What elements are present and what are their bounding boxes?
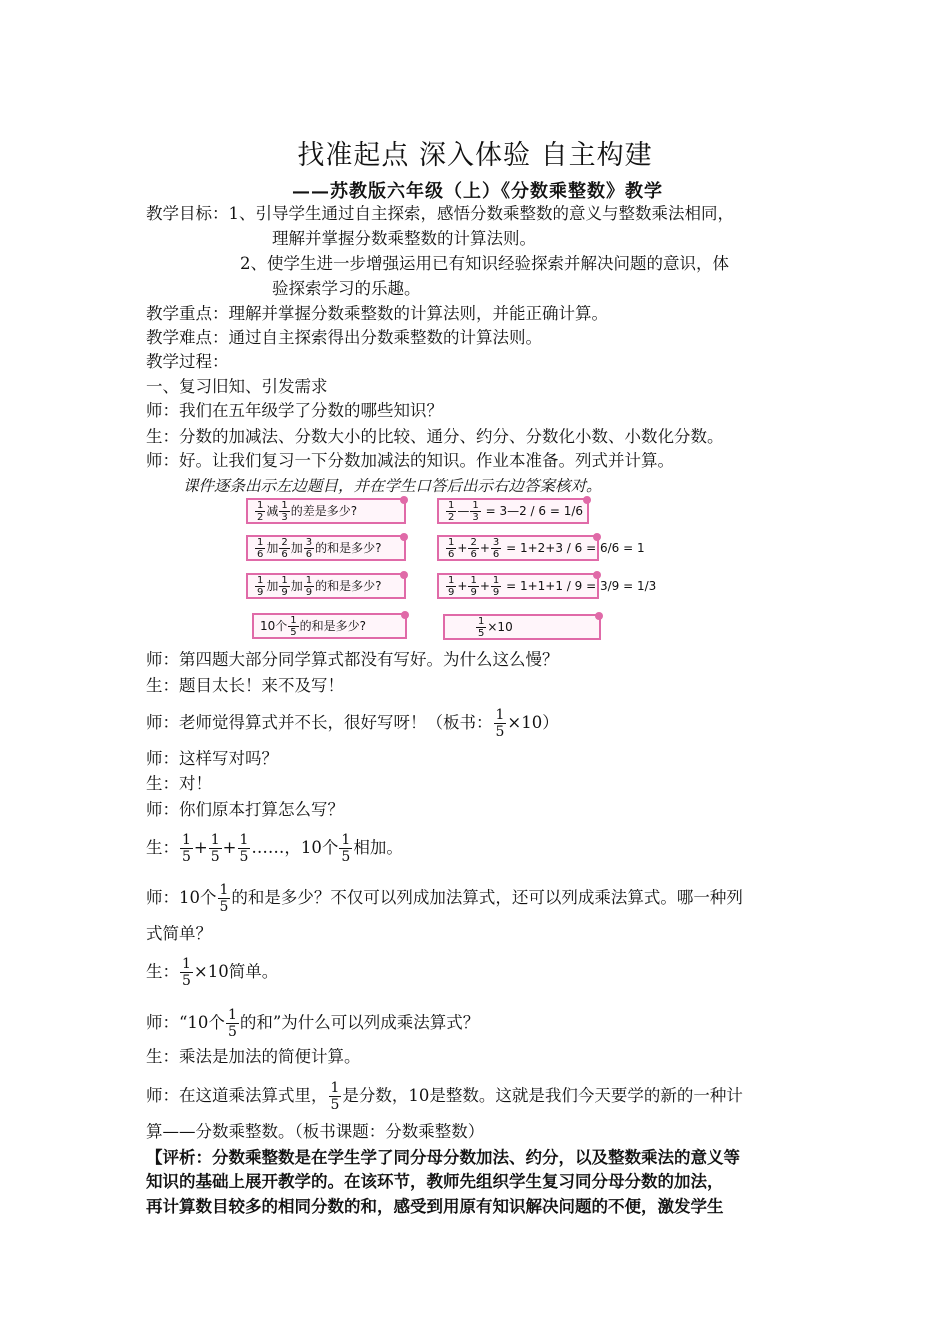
dialogue-line: 生：题目太长！来不及写！ [146,676,344,695]
objectives-line-2: 理解并掌握分数乘整数的计算法则。 [272,229,536,248]
question-card-4: 10个 $\frac{1}{5}$ 的和是多少? [252,613,407,639]
fraction: $\frac{2}{6}$ [470,536,477,560]
dialogue-line: 师：第四题大部分同学算式都没有写好。为什么这么慢？ [146,650,559,669]
fraction: $\frac{1}{2}$ [448,499,455,523]
objectives-line-1: 教学目标：1、引导学生通过自主探索，感悟分数乘整数的意义与整数乘法相同， [146,204,734,223]
dialogue-line: 算——分数乘整数。（板书课题：分数乘整数） [146,1122,485,1141]
dialogue-line: 师：10个 $\frac{1}{5}$ 的和是多少？不仅可以列成加法算式，还可以列成乘法算式。哪一种列 [146,882,743,915]
dialogue-line: 师：你们原本打算怎么写？ [146,800,344,819]
objectives-line-4: 验探索学习的乐趣。 [272,279,421,298]
fraction: $\frac{1}{5}$ [227,1007,237,1040]
dialogue-line: 师：“10个 $\frac{1}{5}$ 的和”为什么可以列成乘法算式？ [146,1007,480,1040]
fraction: $\frac{1}{9}$ [305,574,313,598]
fraction: $\frac{3}{6}$ [305,536,313,560]
fraction: $\frac{1}{5}$ [495,707,505,740]
fraction: $\frac{1}{5}$ [182,956,191,989]
fraction: $\frac{1}{9}$ [257,574,264,598]
fraction: $\frac{2}{6}$ [281,536,288,560]
fraction: $\frac{3}{6}$ [492,536,500,560]
dialogue-line: 师：好。让我们复习一下分数加减法的知识。作业本准备。列式并计算。 [146,451,674,470]
dialogue-line: 生： $\frac{1}{5}$ ×10简单。 [146,956,279,989]
fraction: $\frac{1}{5}$ [290,614,297,638]
dialogue-line: 生： $\frac{1}{5}$ + $\frac{1}{5}$ + $\frac{1}{5}$ ……，10个 $\frac{1}{5}$ 相加。 [146,832,403,865]
document-title: 找准起点 深入体验 自主构建 [297,140,653,171]
objectives-line-3: 2、使学生进一步增强运用已有知识经验探索并解决问题的意识，体 [240,254,729,273]
fraction: $\frac{1}{2}$ [257,499,264,523]
process-label: 教学过程： [146,352,229,371]
fraction: $\frac{1}{5}$ [341,832,351,865]
key-point: 教学重点：理解并掌握分数乘整数的计算法则，并能正确计算。 [146,304,608,323]
answer-card-3: $\frac{1}{9}$ + $\frac{1}{9}$ + $\frac{1}{9}$ = 1+1+1 / 9 = 3/9 = 1/3 [437,573,599,599]
dialogue-line: 生：分数的加减法、分数大小的比较、通分、约分、分数化小数、小数化分数。 [146,427,724,446]
commentary-line: 【评析：分数乘整数是在学生学了同分母分数加法、约分，以及整数乘法的意义等 [146,1148,740,1167]
courseware-note: 课件逐条出示左边题目，并在学生口答后出示右边答案核对。 [183,477,602,495]
dialogue-line: 生：乘法是加法的简便计算。 [146,1047,361,1066]
section-heading: 一、复习旧知、引发需求 [146,377,328,396]
question-card-2: $\frac{1}{6}$ 加 $\frac{2}{6}$ 加 $\frac{3}{6}$ 的和是多少? [246,535,406,561]
question-card-1: $\frac{1}{2}$ 减 $\frac{1}{3}$ 的差是多少? [246,498,406,524]
dialogue-line: 师：我们在五年级学了分数的哪些知识？ [146,401,443,420]
dialogue-line: 式简单？ [146,924,212,943]
fraction: $\frac{1}{6}$ [257,536,264,560]
dialogue-line: 师：这样写对吗？ [146,749,278,768]
fraction: $\frac{1}{6}$ [448,536,455,560]
fraction: $\frac{1}{5}$ [239,832,249,865]
fraction: $\frac{1}{9}$ [448,574,455,598]
fraction: $\frac{1}{9}$ [281,574,288,598]
fraction: $\frac{1}{5}$ [219,882,229,915]
fraction: $\frac{1}{3}$ [281,499,288,523]
dialogue-line: 师：在这道乘法算式里， $\frac{1}{5}$ 是分数，10是整数。这就是我们今天要学的新的一种计 [146,1080,743,1113]
difficulty: 教学难点：通过自主探索得出分数乘整数的计算法则。 [146,328,542,347]
fraction: $\frac{1}{5}$ [210,832,220,865]
fraction: $\frac{1}{5}$ [478,615,485,639]
answer-card-4: $\frac{1}{5}$ ×10 [443,614,601,640]
fraction: $\frac{1}{5}$ [182,832,191,865]
fraction: $\frac{1}{9}$ [470,574,477,598]
fraction: $\frac{1}{5}$ [330,1080,340,1113]
dialogue-line: 生：对！ [146,774,212,793]
answer-card-1: $\frac{1}{2}$ — $\frac{1}{3}$ = 3—2 / 6 = 1/6 [437,498,589,524]
fraction: $\frac{1}{3}$ [472,499,479,523]
commentary-line: 知识的基础上展开教学的。在该环节，教师先组织学生复习同分母分数的加法， [146,1172,724,1191]
question-card-3: $\frac{1}{9}$ 加 $\frac{1}{9}$ 加 $\frac{1}{9}$ 的和是多少? [246,573,406,599]
dialogue-line: 师：老师觉得算式并不长，很好写呀！（板书： $\frac{1}{5}$ ×10） [146,707,559,740]
fraction: $\frac{1}{9}$ [492,574,500,598]
answer-card-2: $\frac{1}{6}$ + $\frac{2}{6}$ + $\frac{3}{6}$ = 1+2+3 / 6 = 6/6 = 1 [437,535,599,561]
commentary-line: 再计算数目较多的相同分数的和，感受到用原有知识解决问题的不便，激发学生 [146,1197,724,1216]
document-subtitle: ——苏教版六年级（上）《分数乘整数》教学 [292,181,663,202]
